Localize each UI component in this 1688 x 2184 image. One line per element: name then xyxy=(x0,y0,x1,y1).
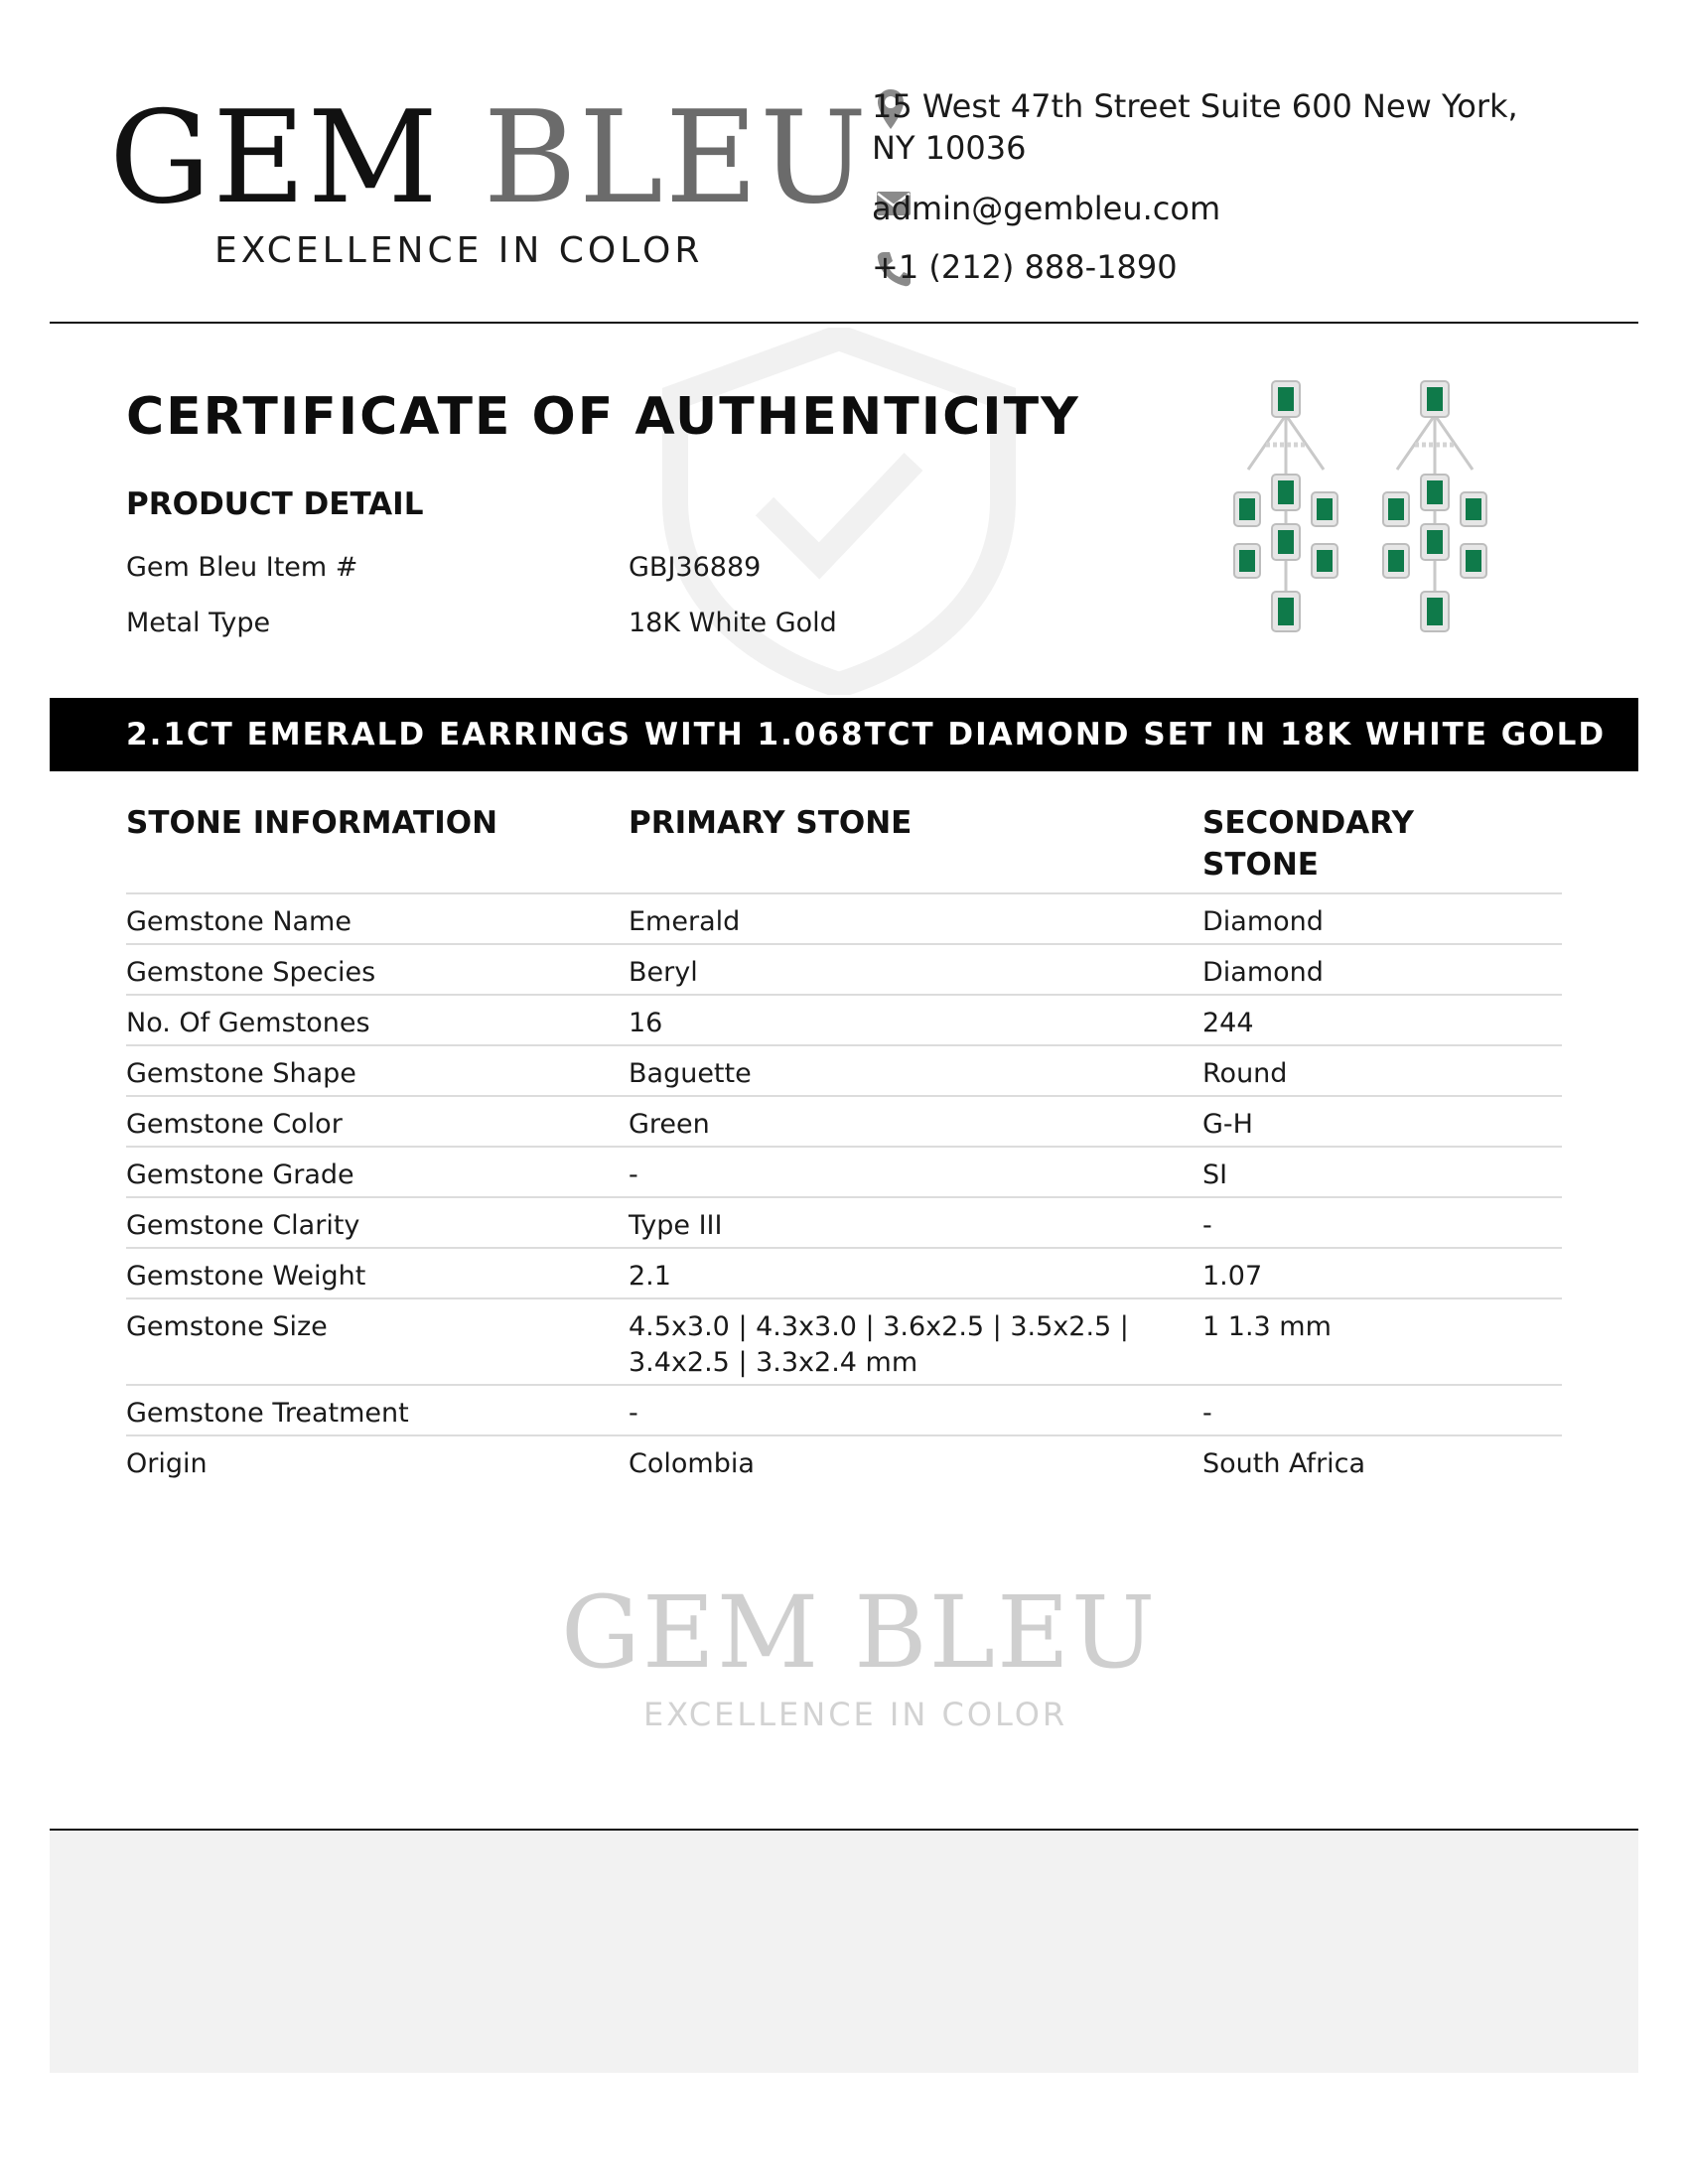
row-primary: - xyxy=(629,1160,638,1190)
row-secondary: - xyxy=(1202,1398,1212,1429)
watermark-word-gem: GEM xyxy=(561,1574,821,1691)
row-primary: 4.5x3.0 | 4.3x3.0 | 3.6x2.5 | 3.5x2.5 | 3.4x2.5 | 3.3x2.4 mm xyxy=(629,1311,1129,1378)
footer-panel xyxy=(50,1831,1638,2073)
logo-word-gem: GEM xyxy=(109,84,440,232)
product-banner: 2.1CT EMERALD EARRINGS WITH 1.068TCT DIAMOND SET IN 18K WHITE GOLD xyxy=(50,698,1638,771)
earrings-image xyxy=(1226,375,1554,653)
row-secondary: Diamond xyxy=(1202,906,1324,937)
row-label: Gemstone Clarity xyxy=(126,1210,360,1241)
row-label: Gemstone Weight xyxy=(126,1261,366,1292)
table-row xyxy=(126,1044,1562,1095)
table-row xyxy=(126,1146,1562,1196)
row-secondary: 1.07 xyxy=(1202,1261,1263,1292)
row-primary: Type III xyxy=(629,1210,723,1241)
table-row xyxy=(126,1297,1562,1384)
footer-watermark-logo xyxy=(561,1574,1177,1691)
contact-address: 15 West 47th Street Suite 600 New York, NY 10036 xyxy=(872,87,1518,167)
row-primary: - xyxy=(629,1398,638,1429)
table-row xyxy=(126,1196,1562,1247)
footer-watermark-tagline: EXCELLENCE IN COLOR xyxy=(643,1696,1068,1733)
table-row xyxy=(126,892,1562,943)
row-secondary: - xyxy=(1202,1210,1212,1241)
metal-type-label: Metal Type xyxy=(126,608,271,638)
item-number-label: Gem Bleu Item # xyxy=(126,552,358,583)
logo xyxy=(109,84,870,232)
row-secondary: 244 xyxy=(1202,1008,1254,1038)
metal-type-value: 18K White Gold xyxy=(629,608,837,638)
shield-watermark-icon xyxy=(650,328,1028,695)
table-row xyxy=(126,1095,1562,1146)
logo-tagline: EXCELLENCE IN COLOR xyxy=(214,230,704,271)
row-label: Gemstone Name xyxy=(126,906,352,937)
item-number-value: GBJ36889 xyxy=(629,552,762,583)
row-label: Gemstone Color xyxy=(126,1109,343,1140)
row-label: Gemstone Grade xyxy=(126,1160,354,1190)
product-detail-heading: PRODUCT DETAIL xyxy=(126,486,424,522)
table-row xyxy=(126,1247,1562,1297)
row-primary: Colombia xyxy=(629,1448,755,1479)
row-secondary: Round xyxy=(1202,1058,1288,1089)
table-row xyxy=(126,994,1562,1044)
table-row xyxy=(126,1434,1562,1485)
row-label: Gemstone Species xyxy=(126,957,376,988)
col-header-secondary-stone: SECONDARY STONE xyxy=(1202,805,1414,883)
logo-word-bleu: BLEU xyxy=(483,84,870,232)
row-primary: Emerald xyxy=(629,906,741,937)
col-header-stone-information: STONE INFORMATION xyxy=(126,805,498,841)
row-primary: Beryl xyxy=(629,957,698,988)
col-header-primary-stone: PRIMARY STONE xyxy=(629,805,913,841)
row-label: Gemstone Size xyxy=(126,1311,328,1342)
row-primary: 2.1 xyxy=(629,1261,671,1292)
row-secondary: Diamond xyxy=(1202,957,1324,988)
table-row xyxy=(126,1384,1562,1434)
watermark-word-bleu: BLEU xyxy=(854,1574,1158,1691)
row-primary: Green xyxy=(629,1109,710,1140)
row-primary: Baguette xyxy=(629,1058,752,1089)
row-label: No. Of Gemstones xyxy=(126,1008,370,1038)
contact-email[interactable]: admin@gembleu.com xyxy=(872,190,1221,227)
stone-table xyxy=(126,892,1562,1485)
row-secondary: South Africa xyxy=(1202,1448,1366,1479)
row-primary: 16 xyxy=(629,1008,663,1038)
row-label: Gemstone Treatment xyxy=(126,1398,409,1429)
row-label: Gemstone Shape xyxy=(126,1058,356,1089)
certificate-title: CERTIFICATE OF AUTHENTICITY xyxy=(126,387,1080,447)
row-secondary: 1 1.3 mm xyxy=(1202,1311,1332,1342)
contact-phone[interactable]: +1 (212) 888-1890 xyxy=(872,248,1178,286)
table-row xyxy=(126,943,1562,994)
header-divider xyxy=(50,322,1638,324)
row-label: Origin xyxy=(126,1448,208,1479)
row-secondary: SI xyxy=(1202,1160,1228,1190)
row-secondary: G-H xyxy=(1202,1109,1253,1140)
